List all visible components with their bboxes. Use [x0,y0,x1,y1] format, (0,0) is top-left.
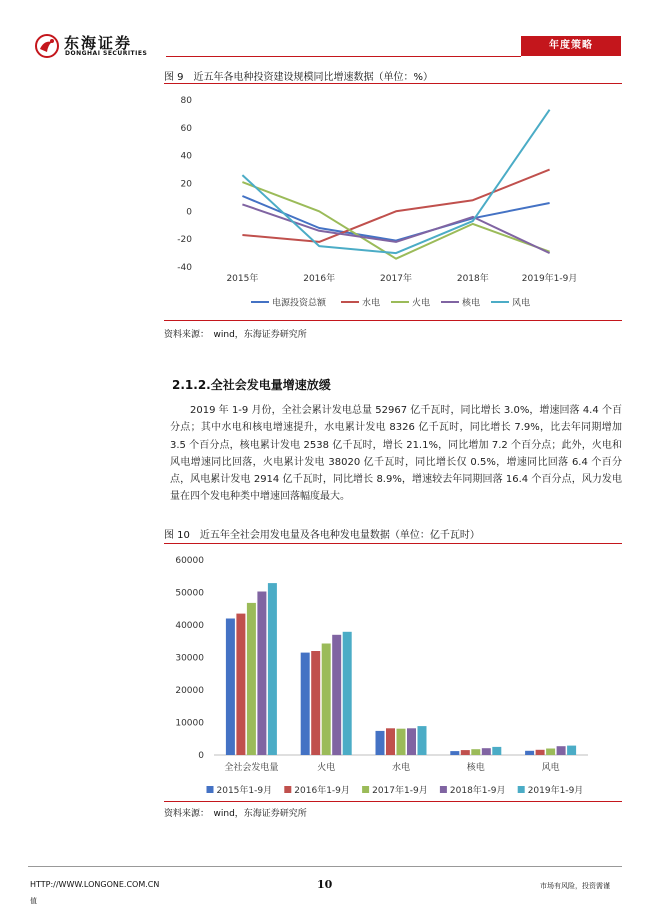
y-tick-label: 60 [180,123,192,134]
bar [376,731,385,755]
x-tick-label: 2015年 [226,274,259,284]
legend-swatch [362,786,369,793]
footer-rule [28,866,622,867]
legend-label: 2016年1-9月 [294,786,350,796]
bar [332,635,341,755]
footer-website-link[interactable]: HTTP://WWW.LONGONE.COM.CN [30,880,160,889]
bar [247,603,256,755]
legend-label: 火电 [412,298,431,309]
x-tick-label: 2018年 [456,274,489,284]
x-tick-label: 核电 [466,763,485,773]
header-rule [166,56,521,57]
figure-9-source: 资料来源： wind，东海证券研究所 [164,330,307,340]
legend-swatch [518,786,525,793]
bar [525,751,534,755]
x-tick-label: 风电 [541,763,560,773]
bar [407,728,416,755]
y-tick-label: 80 [180,96,192,106]
figure-10-bottom-rule [164,801,622,802]
bar [546,749,555,756]
legend-label: 2018年1-9月 [449,786,506,796]
x-tick-label: 2017年 [380,274,412,284]
footer-disclaimer: 市场有风险，投资需谨 [540,882,610,890]
section-paragraph: 2019 年 1-9 月份，全社会累计发电总量 52967 亿千瓦时，同比增长 3.0%，增速回落 4.4 个百分点；其中水电和核电增速提升，水电累计发电 8326 亿千瓦时，同比增长 7.9%，比去年同期增加 3.5 个百分点，核电累计发电 2538 亿千瓦时，增长 21.1%，同比增加 7.2 个百分点；此外，火电和风电增速同比回落，火电累计发电 38020 亿千瓦时，同比增长仅 0.5%，增速同比回落 6.4 个百分点，风电累计发电 2914 亿千瓦时，同比增长 8.9%，增速较去年同期回落 16.4 个百分点，风力发电量在四个发电种类中增速回落幅度最大。 [170,405,622,503]
bar [236,614,245,755]
figure-10-bar-chart [164,548,622,800]
company-logo [34,34,174,58]
bar [343,632,352,755]
y-tick-label: 10000 [175,718,204,729]
y-tick-label: 40 [180,151,192,162]
figure-9-top-rule [164,83,622,84]
legend-label: 风电 [512,298,531,309]
bar [311,651,320,755]
bar [418,726,427,755]
legend-swatch [284,786,291,793]
bar [322,644,331,756]
legend-swatch [440,786,447,793]
x-tick-label: 全社会发电量 [224,763,279,773]
report-type-badge: 年度策略 [521,36,621,56]
y-tick-label: 40000 [175,621,204,631]
bar [536,750,545,755]
x-tick-label: 火电 [317,763,336,773]
section-heading: 2.1.2.全社会发电量增速放缓 [172,378,331,392]
x-tick-label: 水电 [391,763,411,773]
legend-label: 2015年1-9月 [216,786,273,796]
figure-9-title: 图 9 近五年各电种投资建设规模同比增速数据（单位：%） [164,72,434,83]
bar [450,751,459,755]
y-tick-label: 20000 [175,686,204,696]
bar [301,653,310,755]
legend-label: 2019年1-9月 [527,786,584,796]
logo-seal-icon [34,34,60,58]
company-name-en: DONGHAI SECURITIES [65,50,148,57]
bar [482,748,491,755]
bar [567,746,576,755]
figure-10-top-rule [164,543,622,544]
legend-swatch [207,786,214,793]
y-tick-label: 50000 [175,588,204,599]
y-tick-label: 60000 [175,556,204,566]
x-tick-label: 2019年1-9月 [521,274,578,284]
bar [492,747,501,755]
bar [257,592,266,756]
legend-label: 2017年1-9月 [372,786,428,796]
y-tick-label: -20 [177,235,192,246]
figure-9-line-chart [164,86,622,318]
page-header [0,0,650,60]
figure-10-title: 图 10 近五年全社会用发电量及各电种发电量数据（单位：亿千瓦时） [164,530,480,541]
figure-9-bottom-rule [164,320,622,321]
legend-label: 水电 [362,298,381,309]
bar [268,583,277,755]
figure-10-source: 资料来源： wind，东海证券研究所 [164,809,307,819]
y-tick-label: 30000 [175,653,204,664]
page-number: 10 [317,878,333,891]
footer-disclaimer-continued: 值 [30,897,37,905]
y-tick-label: 0 [198,751,204,761]
x-tick-label: 2016年 [303,274,336,284]
bar [397,729,406,755]
bar [386,728,395,755]
company-name-cn: 东海证券 [64,34,133,52]
bar [471,749,480,755]
y-tick-label: 20 [180,179,192,190]
y-tick-label: -40 [177,263,192,273]
legend-label: 核电 [462,298,481,309]
legend-label: 电源投资总额 [272,298,327,309]
bar [226,619,235,756]
bar [461,750,470,755]
y-tick-label: 0 [186,207,192,218]
bar [557,746,566,755]
